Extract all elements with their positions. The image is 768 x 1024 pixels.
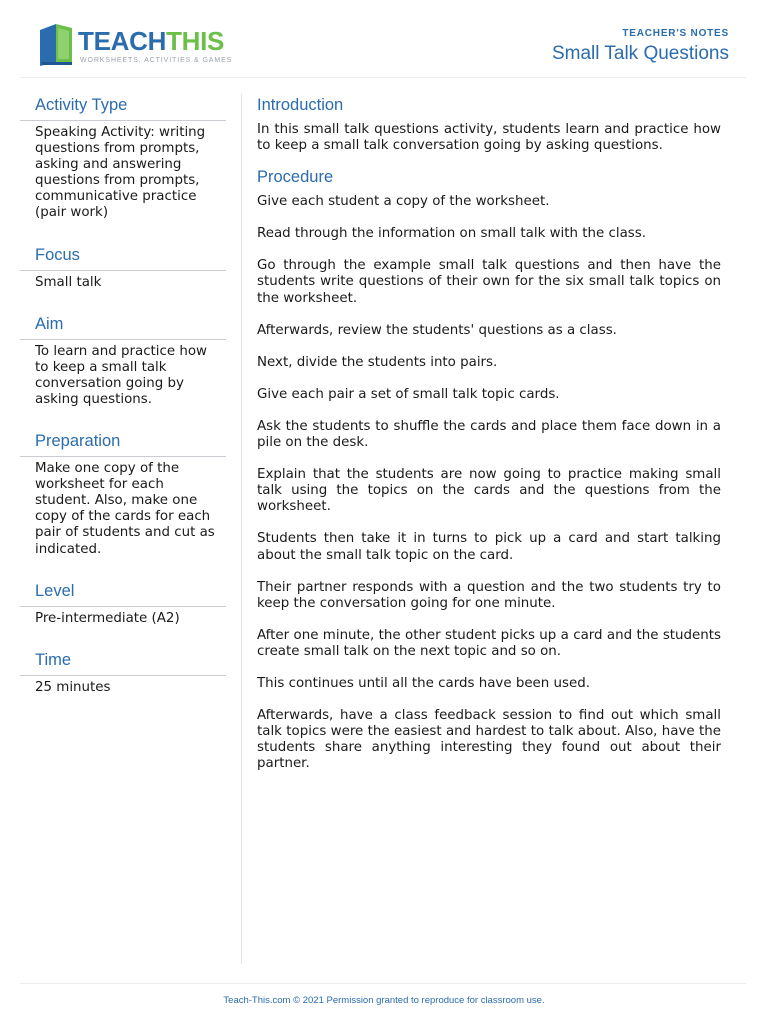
level-text: Pre-intermediate (A2) [35, 610, 180, 626]
document-title: Small Talk Questions [551, 43, 729, 64]
procedure-step: Ask the students to shuffle the cards and place them face down in a pile on the desk. [257, 418, 721, 451]
procedure-step: Give each pair a set of small talk topic cards. [257, 386, 560, 402]
logo-tagline: WORKSHEETS, ACTIVITIES & GAMES [80, 57, 233, 64]
procedure-step: This continues until all the cards have been used. [257, 675, 590, 691]
time-text: 25 minutes [35, 679, 111, 695]
time-section [20, 649, 226, 696]
procedure-step: Give each student a copy of the worksheet. [257, 194, 550, 210]
book-logo-icon [36, 22, 76, 66]
activity-type-text: Speaking Activity: writing questions from prompts, asking and answering questions from prompts, communicative practice (pair work) [35, 125, 206, 221]
teachers-notes-label: TEACHER'S NOTES [622, 28, 729, 39]
main-content [257, 94, 721, 788]
footer-divider [20, 983, 746, 984]
footer-copyright: Teach-This.com © 2021 Permission granted to reproduce for classroom use. [223, 995, 545, 1006]
introduction-heading: Introduction [257, 96, 344, 114]
procedure-step: Explain that the students are now going to practice making small talk using the topics on the cards and the questions from the worksheet. [257, 467, 721, 515]
procedure-step: Students then take it in turns to pick up a card and start talking about the small talk topic on the card. [257, 531, 721, 563]
aim-text: To learn and practice how to keep a small talk conversation going by asking questions. [35, 343, 208, 407]
sidebar [20, 94, 226, 718]
focus-heading: Focus [20, 244, 226, 271]
aim-heading: Aim [20, 313, 226, 340]
time-heading: Time [20, 649, 226, 676]
level-heading: Level [20, 580, 226, 607]
activity-type-heading: Activity Type [20, 94, 226, 121]
procedure-step: Read through the information on small talk with the class. [257, 226, 646, 242]
level-section [20, 580, 226, 627]
preparation-heading: Preparation [20, 430, 226, 457]
teach-this-logo [36, 22, 233, 70]
preparation-section [20, 430, 226, 558]
activity-type-section [20, 94, 226, 222]
aim-section [20, 313, 226, 408]
focus-section [20, 244, 226, 291]
procedure-heading: Procedure [257, 168, 334, 187]
column-divider [241, 94, 242, 964]
procedure-step: Go through the example small talk questions and then have the students write questions of their own for the six small talk topics on the worksheet. [257, 258, 721, 306]
page-header [20, 0, 746, 78]
procedure-step: Afterwards, review the students' questions as a class. [257, 322, 617, 338]
procedure-step: Their partner responds with a question and the two students try to keep the conversation going for one minute. [257, 579, 721, 611]
procedure-step: Afterwards, have a class feedback session to find out which small talk topics were the easiest and hardest to talk about. Also, have the students share anything interesting they found out about their partner. [257, 708, 721, 772]
introduction-text: In this small talk questions activity, students learn and practice how to keep a small talk conversation going by asking questions. [257, 122, 721, 154]
procedure-step: After one minute, the other student picks up a card and the students create small talk on the next topic and so on. [257, 627, 721, 659]
procedure-step: Next, divide the students into pairs. [257, 354, 498, 370]
logo-wordmark: TEACHTHIS [78, 26, 225, 56]
focus-text: Small talk [35, 274, 102, 290]
preparation-text: Make one copy of the worksheet for each student. Also, make one copy of the cards for each pair of students and cut as indicated. [35, 461, 215, 557]
